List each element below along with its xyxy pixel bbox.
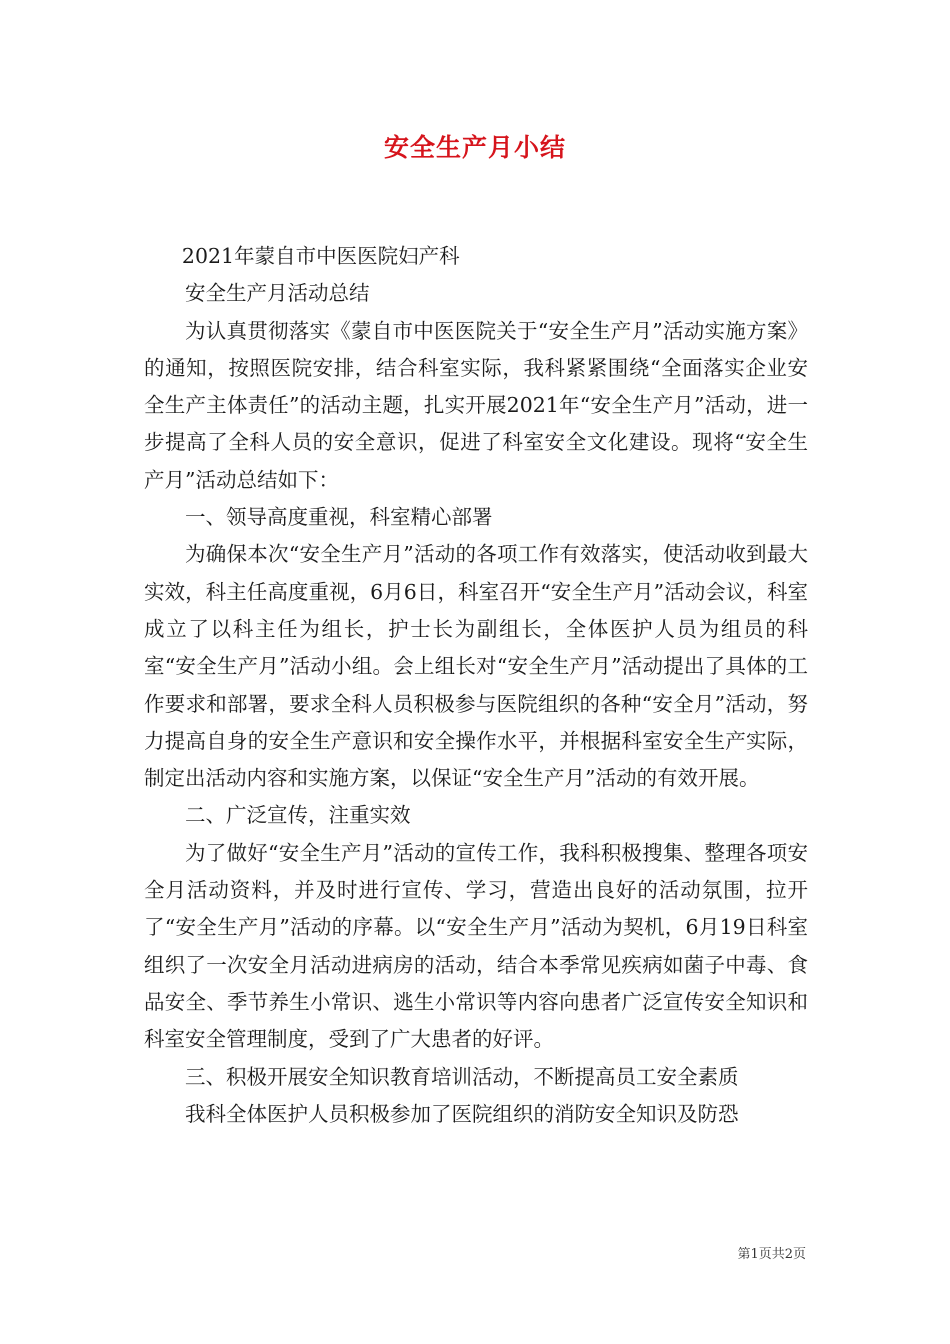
paragraph-department: 2021年蒙自市中医医院妇产科	[181, 244, 460, 268]
paragraph-subtitle: 安全生产月活动总结	[185, 281, 370, 306]
page-number: 第1页共2页	[737, 1247, 806, 1262]
paragraph-section-2: 为了做好“安全生产月”活动的宣传工作，我科积极搜集、整理各项安全月活动资料，并及时进行宣传、学习，营造出良好的活动氛围，拉开了“安全生产月”活动的序幕。以“安全生产月”活动为契机，6月19日科室组织了一次安全月活动进病房的活动，结合本季常见疾病如菌子中毒、食品安全、季节养生小常识、逃生小常识等内容向患者广泛宣传安全知识和科室安全管理制度，受到了广大患者的好评。	[144, 840, 808, 1052]
document-title: 安全生产月小结	[383, 133, 566, 162]
section-heading-2: 二、广泛宣传，注重实效	[185, 803, 411, 828]
paragraph-section-3: 我科全体医护人员积极参加了医院组织的消防安全知识及防恐	[185, 1101, 739, 1126]
paragraph-section-1: 为确保本次“安全生产月”活动的各项工作有效落实，使活动收到最大实效，科主任高度重视，6月6日，科室召开“安全生产月”活动会议，科室成立了以科主任为组长，护士长为副组长，全体医护人员为组员的科室“安全生产月”活动小组。会上组长对“安全生产月”活动提出了具体的工作要求和部署，要求全科人员积极参与医院组织的各种“安全月”活动，努力提高自身的安全生产意识和安全操作水平，并根据科室安全生产实际，制定出活动内容和实施方案，以保证“安全生产月”活动的有效开展。	[144, 542, 808, 791]
section-heading-3: 三、积极开展安全知识教育培训活动，不断提高员工安全素质	[185, 1064, 739, 1089]
paragraph-intro: 为认真贯彻落实《蒙自市中医医院关于“安全生产月”活动实施方案》的通知，按照医院安排，结合科室实际，我科紧紧围绕“全面落实企业安全生产主体责任”的活动主题，扎实开展2021年“安全生产月”活动，进一步提高了全科人员的安全意识，促进了科室安全文化建设。现将“安全生产月”活动总结如下：	[144, 318, 808, 492]
document-body	[144, 238, 808, 1133]
section-heading-1: 一、领导高度重视，科室精心部署	[185, 505, 493, 530]
